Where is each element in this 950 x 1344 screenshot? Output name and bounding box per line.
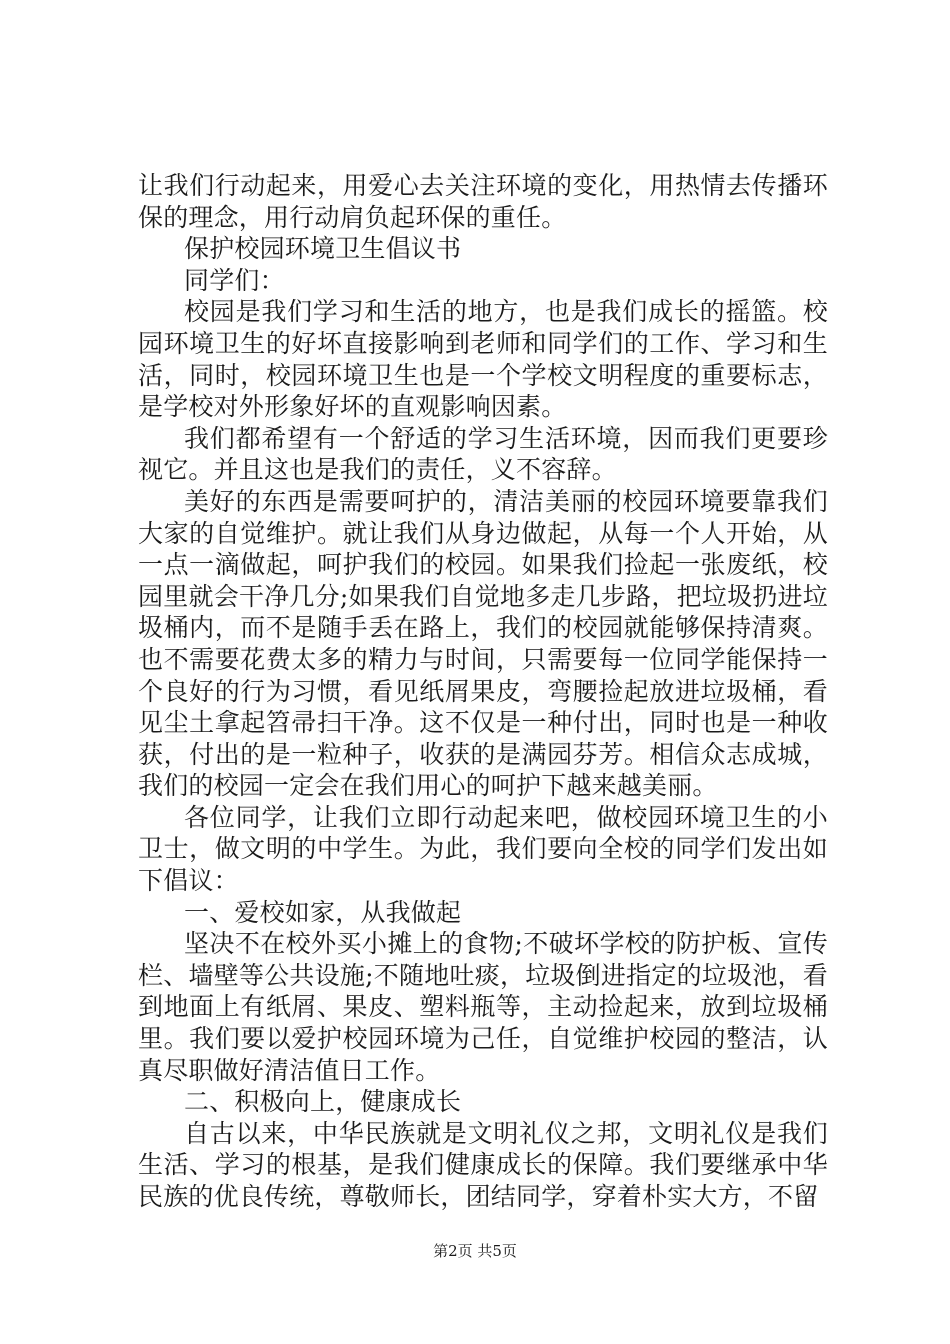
paragraph: 美好的东西是需要呵护的，清洁美丽的校园环境要靠我们大家的自觉维护。就让我们从身边做起，从每一个人开始，从一点一滴做起，呵护我们的校园。如果我们捡起一张废纸，校园里就会干净几分;如果我们自觉地多走几步路，把垃圾扔进垃圾桶内，而不是随手丢在路上，我们的校园就能够保持清爽。也不需要花费太多的精力与时间，只需要每一位同学能保持一个良好的行为习惯，看见纸屑果皮，弯腰捡起放进垃圾桶，看见尘土拿起笤帚扫干净。这不仅是一种付出，同时也是一种收获，付出的是一粒种子，收获的是满园芬芳。相信众志成城，我们的校园一定会在我们用心的呵护下越来越美丽。 bbox=[138, 486, 828, 801]
page-number-footer: 第2页 共5页 bbox=[433, 1242, 517, 1260]
salutation: 同学们： bbox=[184, 265, 285, 295]
section-heading: 一、爱校如家，从我做起 bbox=[184, 897, 462, 927]
paragraph: 自古以来，中华民族就是文明礼仪之邦，文明礼仪是我们生活、学习的根基，是我们健康成长的保障。我们要继承中华民族的优良传统，尊敬师长，团结同学，穿着朴实大方，不留 bbox=[138, 1118, 828, 1211]
paragraph-continuation: 让我们行动起来，用爱心去关注环境的变化，用热情去传播环保的理念，用行动肩负起环保的重任。 bbox=[138, 171, 828, 232]
paragraph: 各位同学，让我们立即行动起来吧，做校园环境卫生的小卫士，做文明的中学生。为此，我们要向全校的同学们发出如下倡议： bbox=[138, 802, 828, 896]
document-title: 保护校园环境卫生倡议书 bbox=[184, 234, 462, 264]
paragraph: 坚决不在校外买小摊上的食物;不破坏学校的防护板、宣传栏、墙壁等公共设施;不随地吐痰，垃圾倒进指定的垃圾池，看到地面上有纸屑、果皮、塑料瓶等，主动捡起来，放到垃圾桶里。我们要以爱护校园环境为己任，自觉维护校园的整洁，认真尽职做好清洁值日工作。 bbox=[138, 929, 828, 1085]
paragraph: 校园是我们学习和生活的地方，也是我们成长的摇篮。校园环境卫生的好坏直接影响到老师和同学们的工作、学习和生活，同时，校园环境卫生也是一个学校文明程度的重要标志，是学校对外形象好坏的直观影响因素。 bbox=[138, 297, 828, 422]
paragraph: 我们都希望有一个舒适的学习生活环境，因而我们更要珍视它。并且这也是我们的责任，义不容辞。 bbox=[138, 423, 828, 485]
document-body bbox=[138, 170, 828, 1213]
section-heading: 二、积极向上，健康成长 bbox=[184, 1087, 462, 1117]
